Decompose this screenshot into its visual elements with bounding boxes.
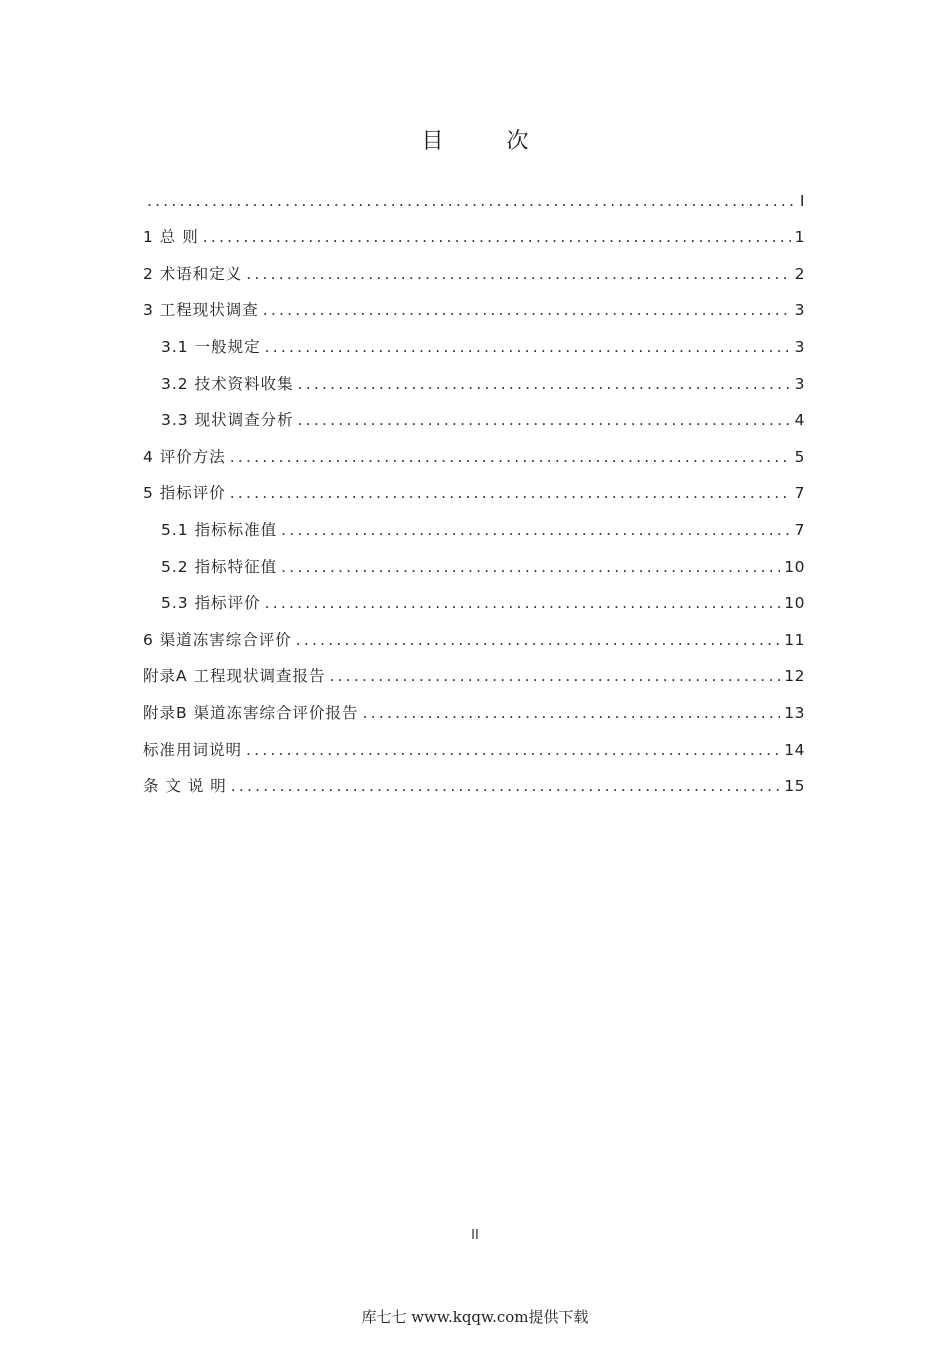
toc-leader-dots bbox=[203, 227, 791, 247]
toc-leader-dots bbox=[231, 776, 780, 796]
toc-entry-page: 4 bbox=[794, 411, 805, 430]
toc-entry[interactable] bbox=[143, 467, 805, 504]
toc-subentry[interactable] bbox=[143, 394, 805, 431]
toc-entry-label: 标准用词说明 bbox=[143, 740, 243, 759]
toc-leader-dots bbox=[147, 191, 796, 211]
toc-entry-label: 5.3 指标评价 bbox=[161, 594, 261, 613]
toc-leader-dots bbox=[230, 447, 791, 467]
toc-entry-page: 3 bbox=[794, 301, 805, 320]
toc-entry-label: 5.2 指标特征值 bbox=[161, 557, 278, 576]
toc-entry-label: 3.2 技术资料收集 bbox=[161, 374, 294, 393]
page-title: 目 次 bbox=[421, 129, 557, 154]
table-of-contents bbox=[143, 174, 805, 796]
toc-subentry[interactable] bbox=[143, 503, 805, 540]
toc-entry-label: 5.1 指标标准值 bbox=[161, 520, 278, 539]
toc-leader-dots bbox=[246, 740, 780, 760]
toc-entry[interactable] bbox=[143, 211, 805, 248]
toc-entry-label: 3.1 一般规定 bbox=[161, 337, 261, 356]
toc-leader-dots bbox=[330, 666, 781, 686]
toc-entry-label: 3 工程现状调查 bbox=[143, 301, 259, 320]
toc-entry[interactable] bbox=[143, 174, 805, 211]
toc-entry-page: 1 bbox=[794, 228, 805, 247]
toc-leader-dots bbox=[363, 703, 781, 723]
toc-leader-dots bbox=[265, 593, 781, 613]
page-number: II bbox=[471, 1228, 479, 1243]
toc-subentry[interactable] bbox=[143, 320, 805, 357]
toc-entry[interactable] bbox=[143, 613, 805, 650]
toc-entry-page: I bbox=[799, 191, 805, 210]
toc-entry-page: 3 bbox=[794, 337, 805, 356]
toc-leader-dots bbox=[298, 374, 791, 394]
toc-entry[interactable] bbox=[143, 686, 805, 723]
toc-entry-page: 15 bbox=[784, 777, 805, 796]
toc-entry-page: 14 bbox=[784, 740, 805, 759]
toc-leader-dots bbox=[281, 520, 791, 540]
toc-entry-page: 5 bbox=[794, 447, 805, 466]
toc-leader-dots bbox=[281, 557, 780, 577]
toc-leader-dots bbox=[265, 337, 791, 357]
toc-leader-dots bbox=[296, 630, 780, 650]
toc-entry-page: 10 bbox=[784, 594, 805, 613]
toc-entry-label: 附录A 工程现状调查报告 bbox=[143, 667, 326, 686]
toc-leader-dots bbox=[246, 264, 790, 284]
toc-entry-page: 12 bbox=[784, 667, 805, 686]
toc-subentry[interactable] bbox=[143, 540, 805, 577]
toc-entry-page: 10 bbox=[784, 557, 805, 576]
toc-entry-page: 7 bbox=[794, 520, 805, 539]
toc-entry-page: 7 bbox=[794, 484, 805, 503]
toc-entry[interactable] bbox=[143, 650, 805, 687]
toc-entry[interactable] bbox=[143, 430, 805, 467]
toc-entry[interactable] bbox=[143, 760, 805, 797]
toc-leader-dots bbox=[298, 410, 791, 430]
toc-entry-label: 1 总 则 bbox=[143, 228, 199, 247]
toc-entry-page: 13 bbox=[784, 703, 805, 722]
toc-entry-label: 3.3 现状调查分析 bbox=[161, 411, 294, 430]
toc-entry-label: 5 指标评价 bbox=[143, 484, 226, 503]
toc-entry[interactable] bbox=[143, 723, 805, 760]
download-source-footer: 库七七 www.kqqw.com提供下载 bbox=[361, 1308, 589, 1326]
toc-entry[interactable] bbox=[143, 247, 805, 284]
toc-entry-label: 6 渠道冻害综合评价 bbox=[143, 630, 292, 649]
toc-entry[interactable] bbox=[143, 284, 805, 321]
toc-leader-dots bbox=[263, 300, 791, 320]
toc-entry-label: 附录B 渠道冻害综合评价报告 bbox=[143, 703, 359, 722]
toc-entry-label: 4 评价方法 bbox=[143, 447, 226, 466]
toc-entry-label: 条 文 说 明 bbox=[143, 777, 227, 796]
toc-entry-page: 2 bbox=[794, 264, 805, 283]
toc-leader-dots bbox=[230, 483, 791, 503]
toc-subentry[interactable] bbox=[143, 577, 805, 614]
toc-subentry[interactable] bbox=[143, 357, 805, 394]
toc-entry-page: 11 bbox=[784, 630, 805, 649]
toc-entry-page: 3 bbox=[794, 374, 805, 393]
toc-entry-label: 2 术语和定义 bbox=[143, 264, 243, 283]
